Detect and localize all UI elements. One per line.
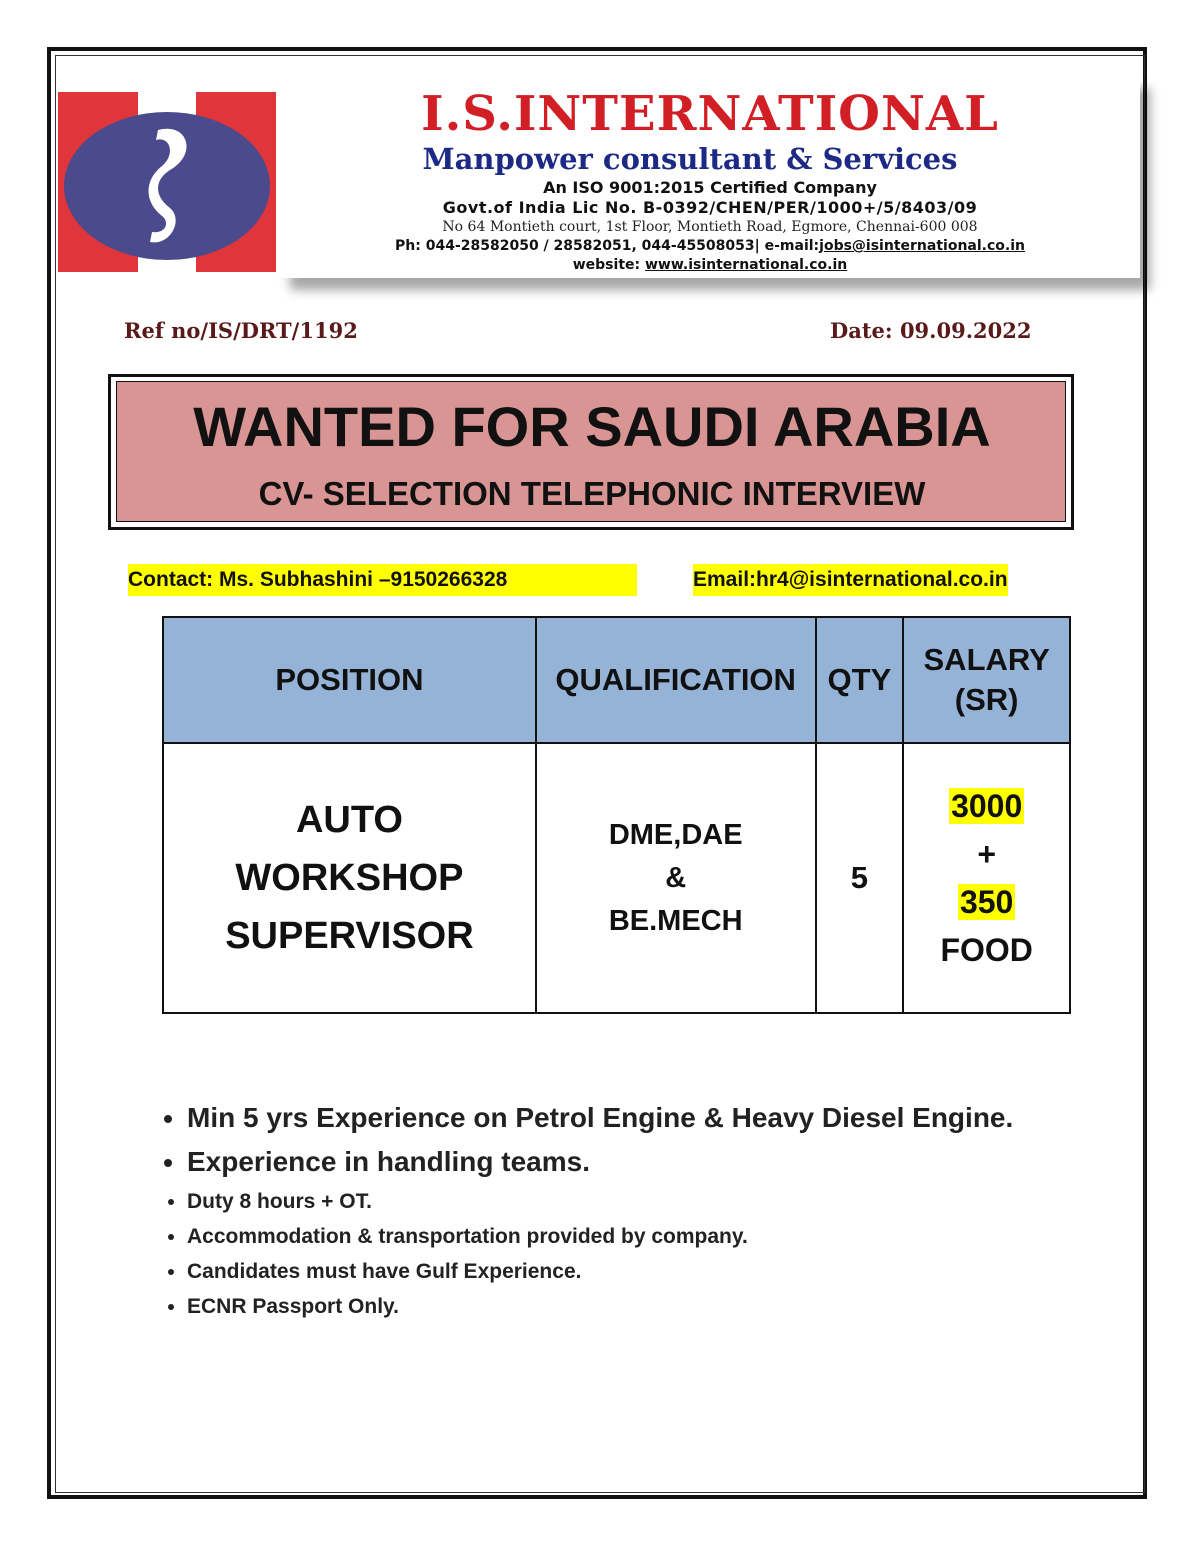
reference-number: Ref no/IS/DRT/1192: [124, 318, 358, 343]
list-item: • Candidates must have Gulf Experience.: [187, 1254, 1067, 1289]
header-position: POSITION: [163, 617, 536, 743]
position-line: SUPERVISOR: [225, 915, 474, 957]
qualification-cell: [536, 743, 816, 1013]
company-website-link[interactable]: www.isinternational.co.in: [644, 257, 848, 273]
salary-base: 3000: [951, 788, 1023, 824]
food-amount: 350: [959, 884, 1014, 920]
contact-person: Contact: Ms. Subhashini –9150266328: [128, 564, 637, 596]
qualification-line: DME,DAE: [608, 818, 743, 851]
company-phone: Ph: 044-28582050 / 28582051, 044-45508053| e-mail:: [395, 238, 820, 254]
qualification-line: BE.MECH: [608, 904, 743, 937]
company-address: No 64 Montieth court, 1st Floor, Montieth Road, Egmore, Chennai-600 008: [442, 219, 978, 235]
header-qualification: QUALIFICATION: [536, 617, 816, 743]
list-item: • ECNR Passport Only.: [187, 1289, 1067, 1324]
letterhead: [280, 76, 1140, 278]
contact-email[interactable]: Email:hr4@isinternational.co.in: [693, 564, 1008, 596]
list-item: • Accommodation & transportation provided by company.: [187, 1219, 1067, 1254]
contact-row: [128, 564, 1056, 596]
table-header-row: [163, 617, 1070, 743]
qty-cell: 5: [816, 743, 904, 1013]
list-item: • Duty 8 hours + OT.: [187, 1184, 1067, 1219]
document-date: Date: 09.09.2022: [830, 318, 1032, 343]
company-email-link[interactable]: jobs@isinternational.co.in: [819, 238, 1025, 254]
banner-subtitle: CV- SELECTION TELEPHONIC INTERVIEW: [258, 475, 926, 512]
company-tagline: Manpower consultant & Services: [422, 142, 958, 176]
qualification-line: &: [665, 861, 687, 894]
jobs-table: [162, 616, 1071, 1014]
header-salary: [903, 617, 1070, 743]
company-logo: [58, 92, 276, 272]
position-line: AUTO: [295, 799, 403, 841]
header-salary-unit: (SR): [954, 682, 1019, 717]
list-item: • Min 5 yrs Experience on Petrol Engine & Heavy Diesel Engine.: [187, 1096, 1067, 1140]
company-website-line: [280, 256, 1140, 274]
website-label: website:: [572, 257, 645, 273]
company-phone-line: [280, 237, 1140, 255]
salary-plus: +: [977, 836, 996, 872]
food-label: FOOD: [940, 932, 1033, 968]
banner-title: WANTED FOR SAUDI ARABIA: [193, 395, 991, 458]
license-number: Govt.of India Lic No. B-0392/CHEN/PER/1000+/5/8403/09: [442, 198, 978, 217]
header-salary-label: SALARY: [923, 642, 1050, 677]
salary-cell: [903, 743, 1070, 1013]
iso-certification: An ISO 9001:2015 Certified Company: [543, 178, 877, 197]
position-cell: [163, 743, 536, 1013]
company-name: I.S.INTERNATIONAL: [421, 86, 999, 142]
banner: [116, 381, 1066, 522]
header-qty: QTY: [816, 617, 904, 743]
table-row: [163, 743, 1070, 1013]
position-line: WORKSHOP: [235, 857, 464, 899]
list-item: • Experience in handling teams.: [187, 1140, 1067, 1184]
requirements-list: [150, 1096, 1067, 1324]
